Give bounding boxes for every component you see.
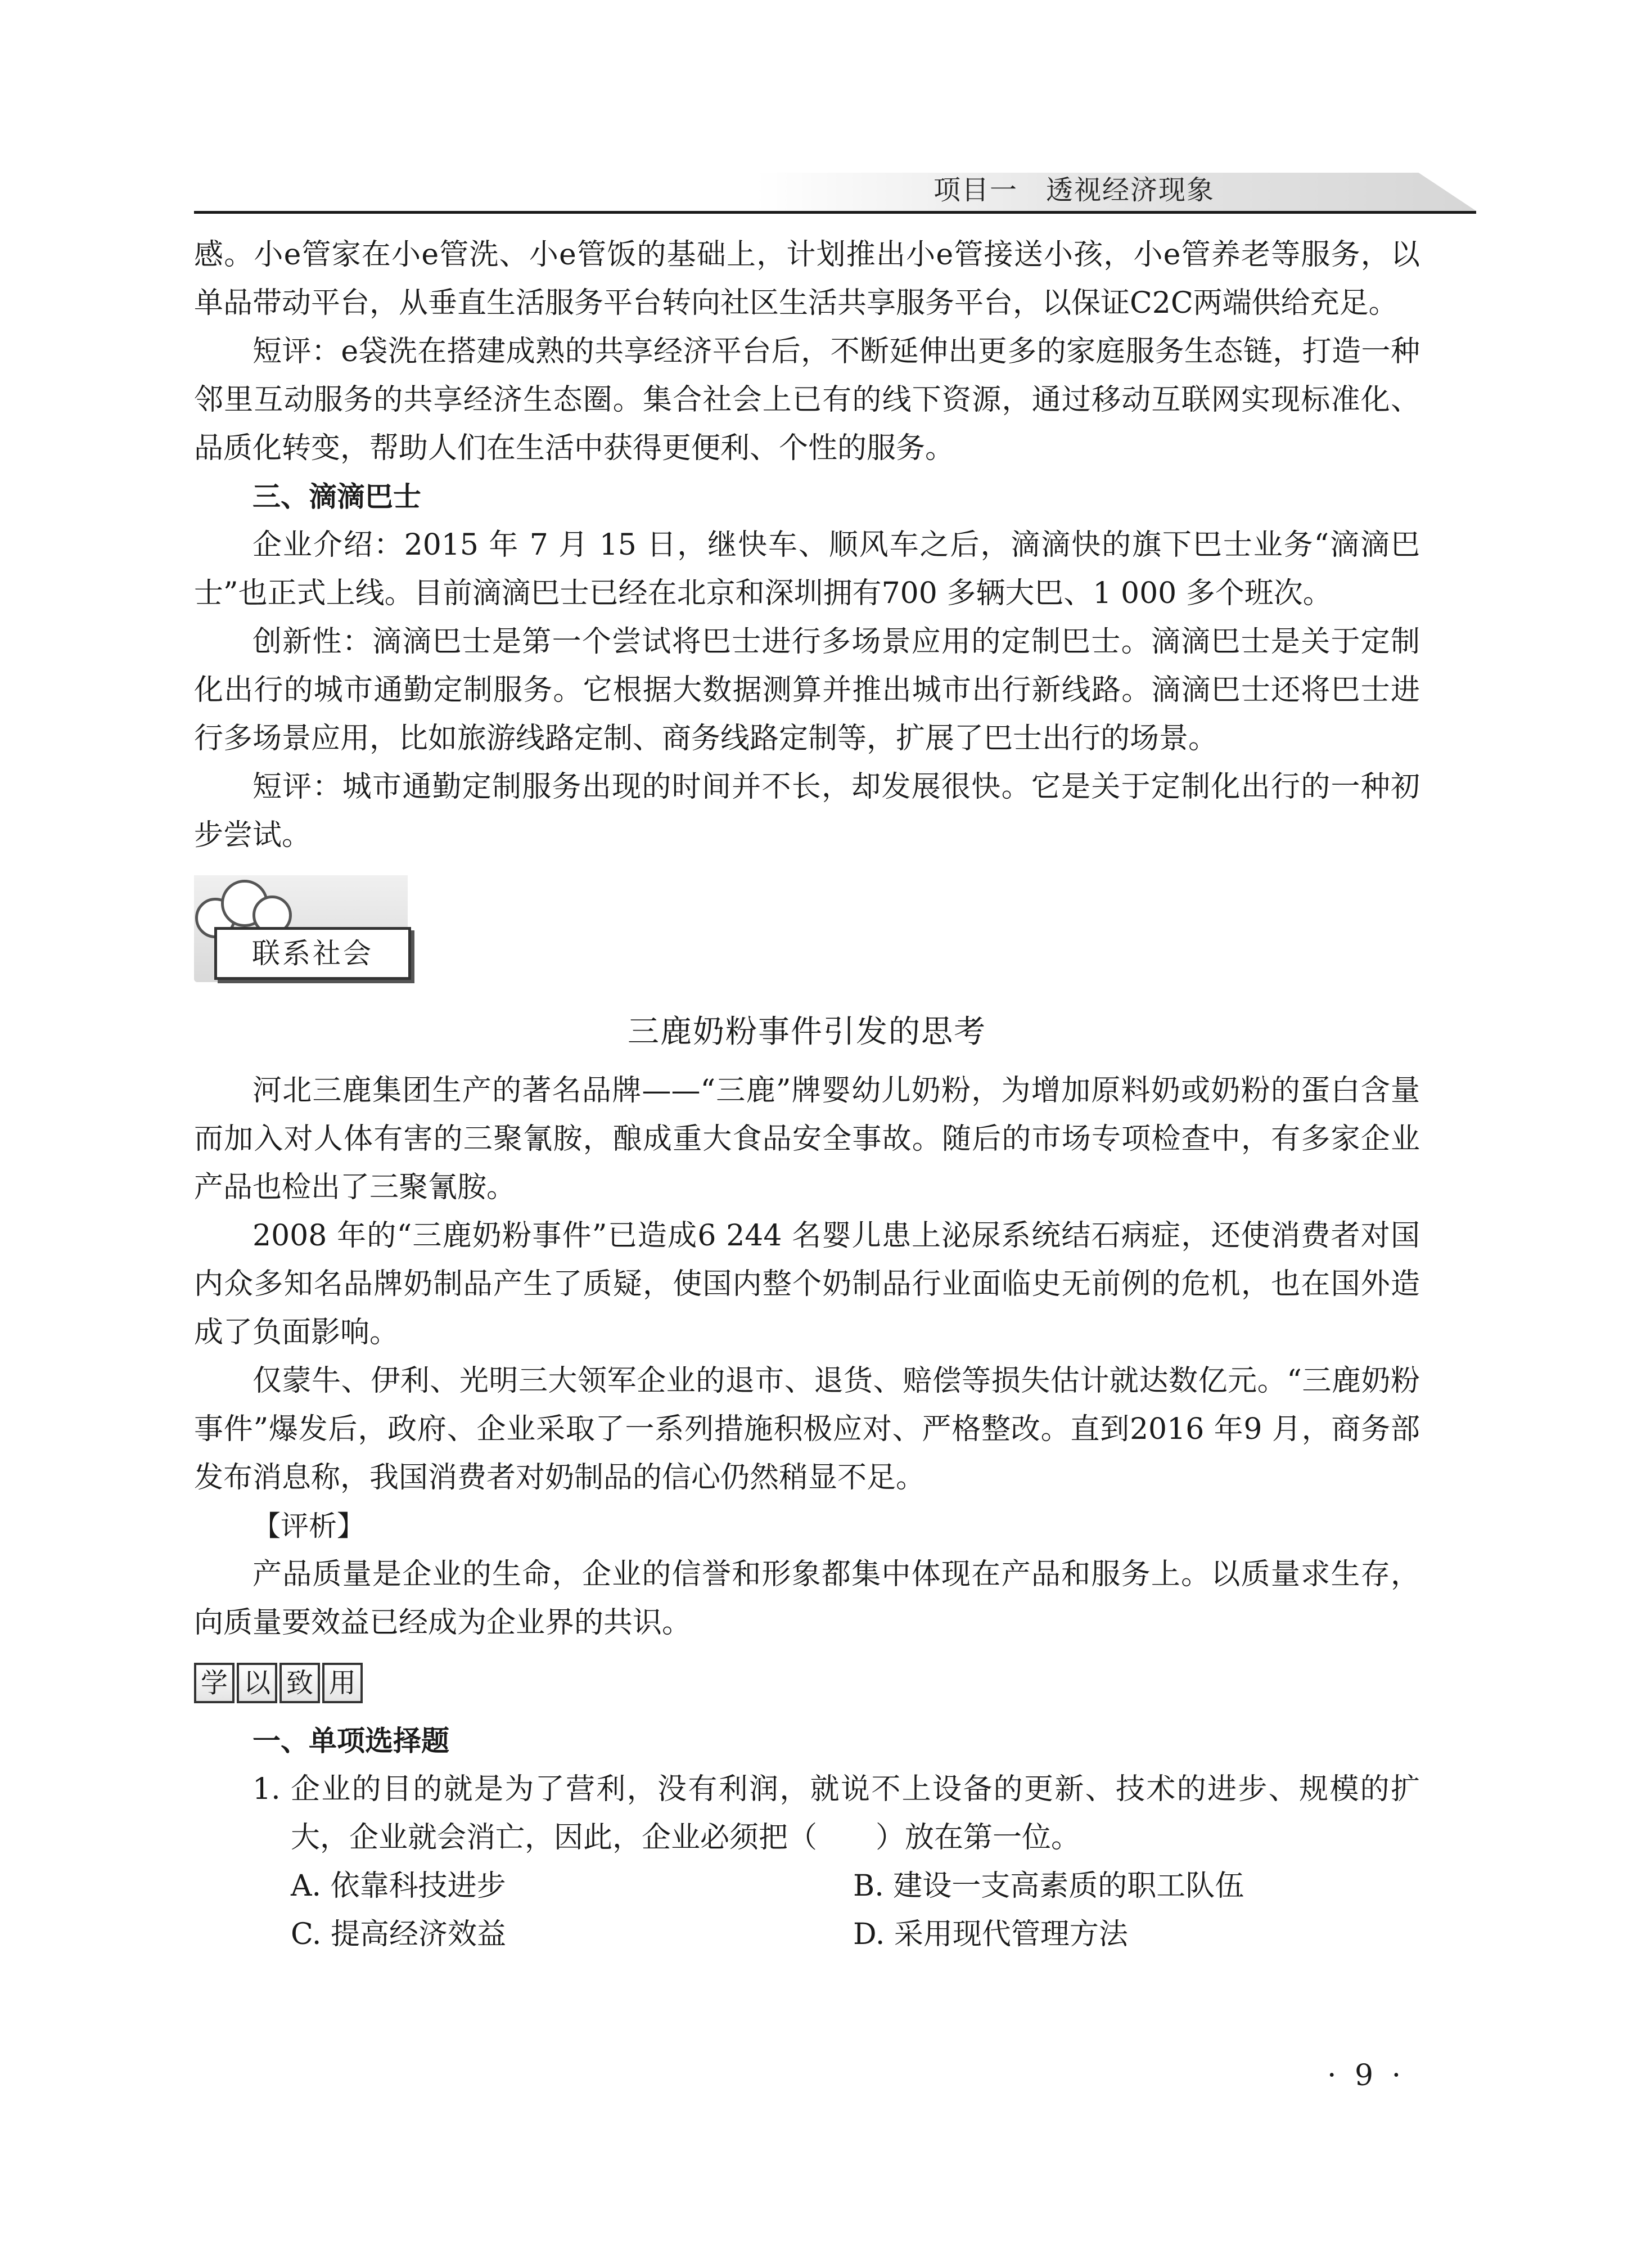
practice-char: 致 xyxy=(279,1663,320,1703)
question-1 xyxy=(194,1765,1420,1862)
practice-section-badge xyxy=(194,1663,1420,1703)
practice-char: 学 xyxy=(194,1663,234,1703)
practice-char: 用 xyxy=(322,1663,363,1703)
intro-paragraph-2: 短评：e袋洗在搭建成熟的共享经济平台后，不断延伸出更多的家庭服务生态链，打造一种邻里互动服务的共享经济生态圈。集合社会上已有的线下资源，通过移动互联网实现标准化、品质化转变，帮助人们在生活中获得更便利、个性的服务。 xyxy=(194,335,1420,465)
question-text: 企业的目的就是为了营利，没有利润，就说不上设备的更新、技术的进步、规模的扩大，企业就会消亡，因此，企业必须把（ ）放在第一位。 xyxy=(291,1772,1420,1855)
didi-comment-paragraph: 短评：城市通勤定制服务出现的时间并不长，却发展很快。它是关于定制化出行的一种初步尝试。 xyxy=(194,770,1420,852)
society-paragraph-3: 仅蒙牛、伊利、光明三大领军企业的退市、退货、赔偿等损失估计就达数亿元。“三鹿奶粉事件”爆发后，政府、企业采取了一系列措施积极应对、严格整改。直到2016 年9 月，商务部发布消息称，我国消费者对奶制品的信心仍然稍显不足。 xyxy=(194,1364,1420,1495)
intro-paragraph-1: 感。小e管家在小e管洗、小e管饭的基础上，计划推出小e管接送小孩，小e管养老等服务，以单品带动平台，从垂直生活服务平台转向社区生活共享服务平台，以保证C2C两端供给充足。 xyxy=(194,238,1420,320)
question-number: 1. xyxy=(252,1772,281,1806)
option-c: C. 提高经济效益 xyxy=(291,1918,506,1951)
page-header xyxy=(194,169,1476,214)
header-rule xyxy=(194,211,1476,214)
didi-intro-paragraph: 企业介绍：2015 年 7 月 15 日，继快车、顺风车之后，滴滴快的旗下巴士业务“滴滴巴士”也正式上线。目前滴滴巴士已经在北京和深圳拥有700 多辆大巴、1 000 多个班次。 xyxy=(194,528,1420,610)
didi-heading: 三、滴滴巴士 xyxy=(252,480,421,513)
analysis-paragraph: 产品质量是企业的生命，企业的信誉和形象都集中体现在产品和服务上。以质量求生存，向质量要效益已经成为企业界的共识。 xyxy=(194,1558,1420,1640)
page-number: · 9 · xyxy=(1327,2059,1406,2092)
single-choice-heading: 一、单项选择题 xyxy=(252,1725,449,1757)
society-paragraph-2: 2008 年的“三鹿奶粉事件”已造成6 244 名婴儿患上泌尿系统结石病症，还使消费者对国内众多知名品牌奶制品产生了质疑，使国内整个奶制品行业面临史无前例的危机，也在国外造成了负面影响。 xyxy=(194,1219,1420,1349)
option-a: A. 依靠科技进步 xyxy=(291,1869,506,1903)
analysis-heading: 【评析】 xyxy=(252,1510,365,1542)
practice-char: 以 xyxy=(237,1663,277,1703)
didi-innovation-paragraph: 创新性：滴滴巴士是第一个尝试将巴士进行多场景应用的定制巴士。滴滴巴士是关于定制化出行的城市通勤定制服务。它根据大数据测算并推出城市出行新线路。滴滴巴士还将巴士进行多场景应用，比如旅游线路定制、商务线路定制等，扩展了巴士出行的场景。 xyxy=(194,625,1420,755)
question-options xyxy=(194,1862,1420,1959)
header-title: 项目一 透视经济现象 xyxy=(933,174,1215,206)
society-section-badge xyxy=(194,875,1420,988)
society-title: 三鹿奶粉事件引发的思考 xyxy=(628,1014,986,1050)
society-paragraph-1: 河北三鹿集团生产的著名品牌——“三鹿”牌婴幼儿奶粉，为增加原料奶或奶粉的蛋白含量而加入对人体有害的三聚氰胺，酿成重大食品安全事故。随后的市场专项检查中，有多家企业产品也检出了三聚氰胺。 xyxy=(194,1074,1420,1204)
option-b: B. 建设一支高素质的职工队伍 xyxy=(853,1869,1244,1903)
page-content xyxy=(194,231,1420,1959)
society-label: 联系社会 xyxy=(214,927,411,980)
option-d: D. 采用现代管理方法 xyxy=(853,1918,1128,1951)
